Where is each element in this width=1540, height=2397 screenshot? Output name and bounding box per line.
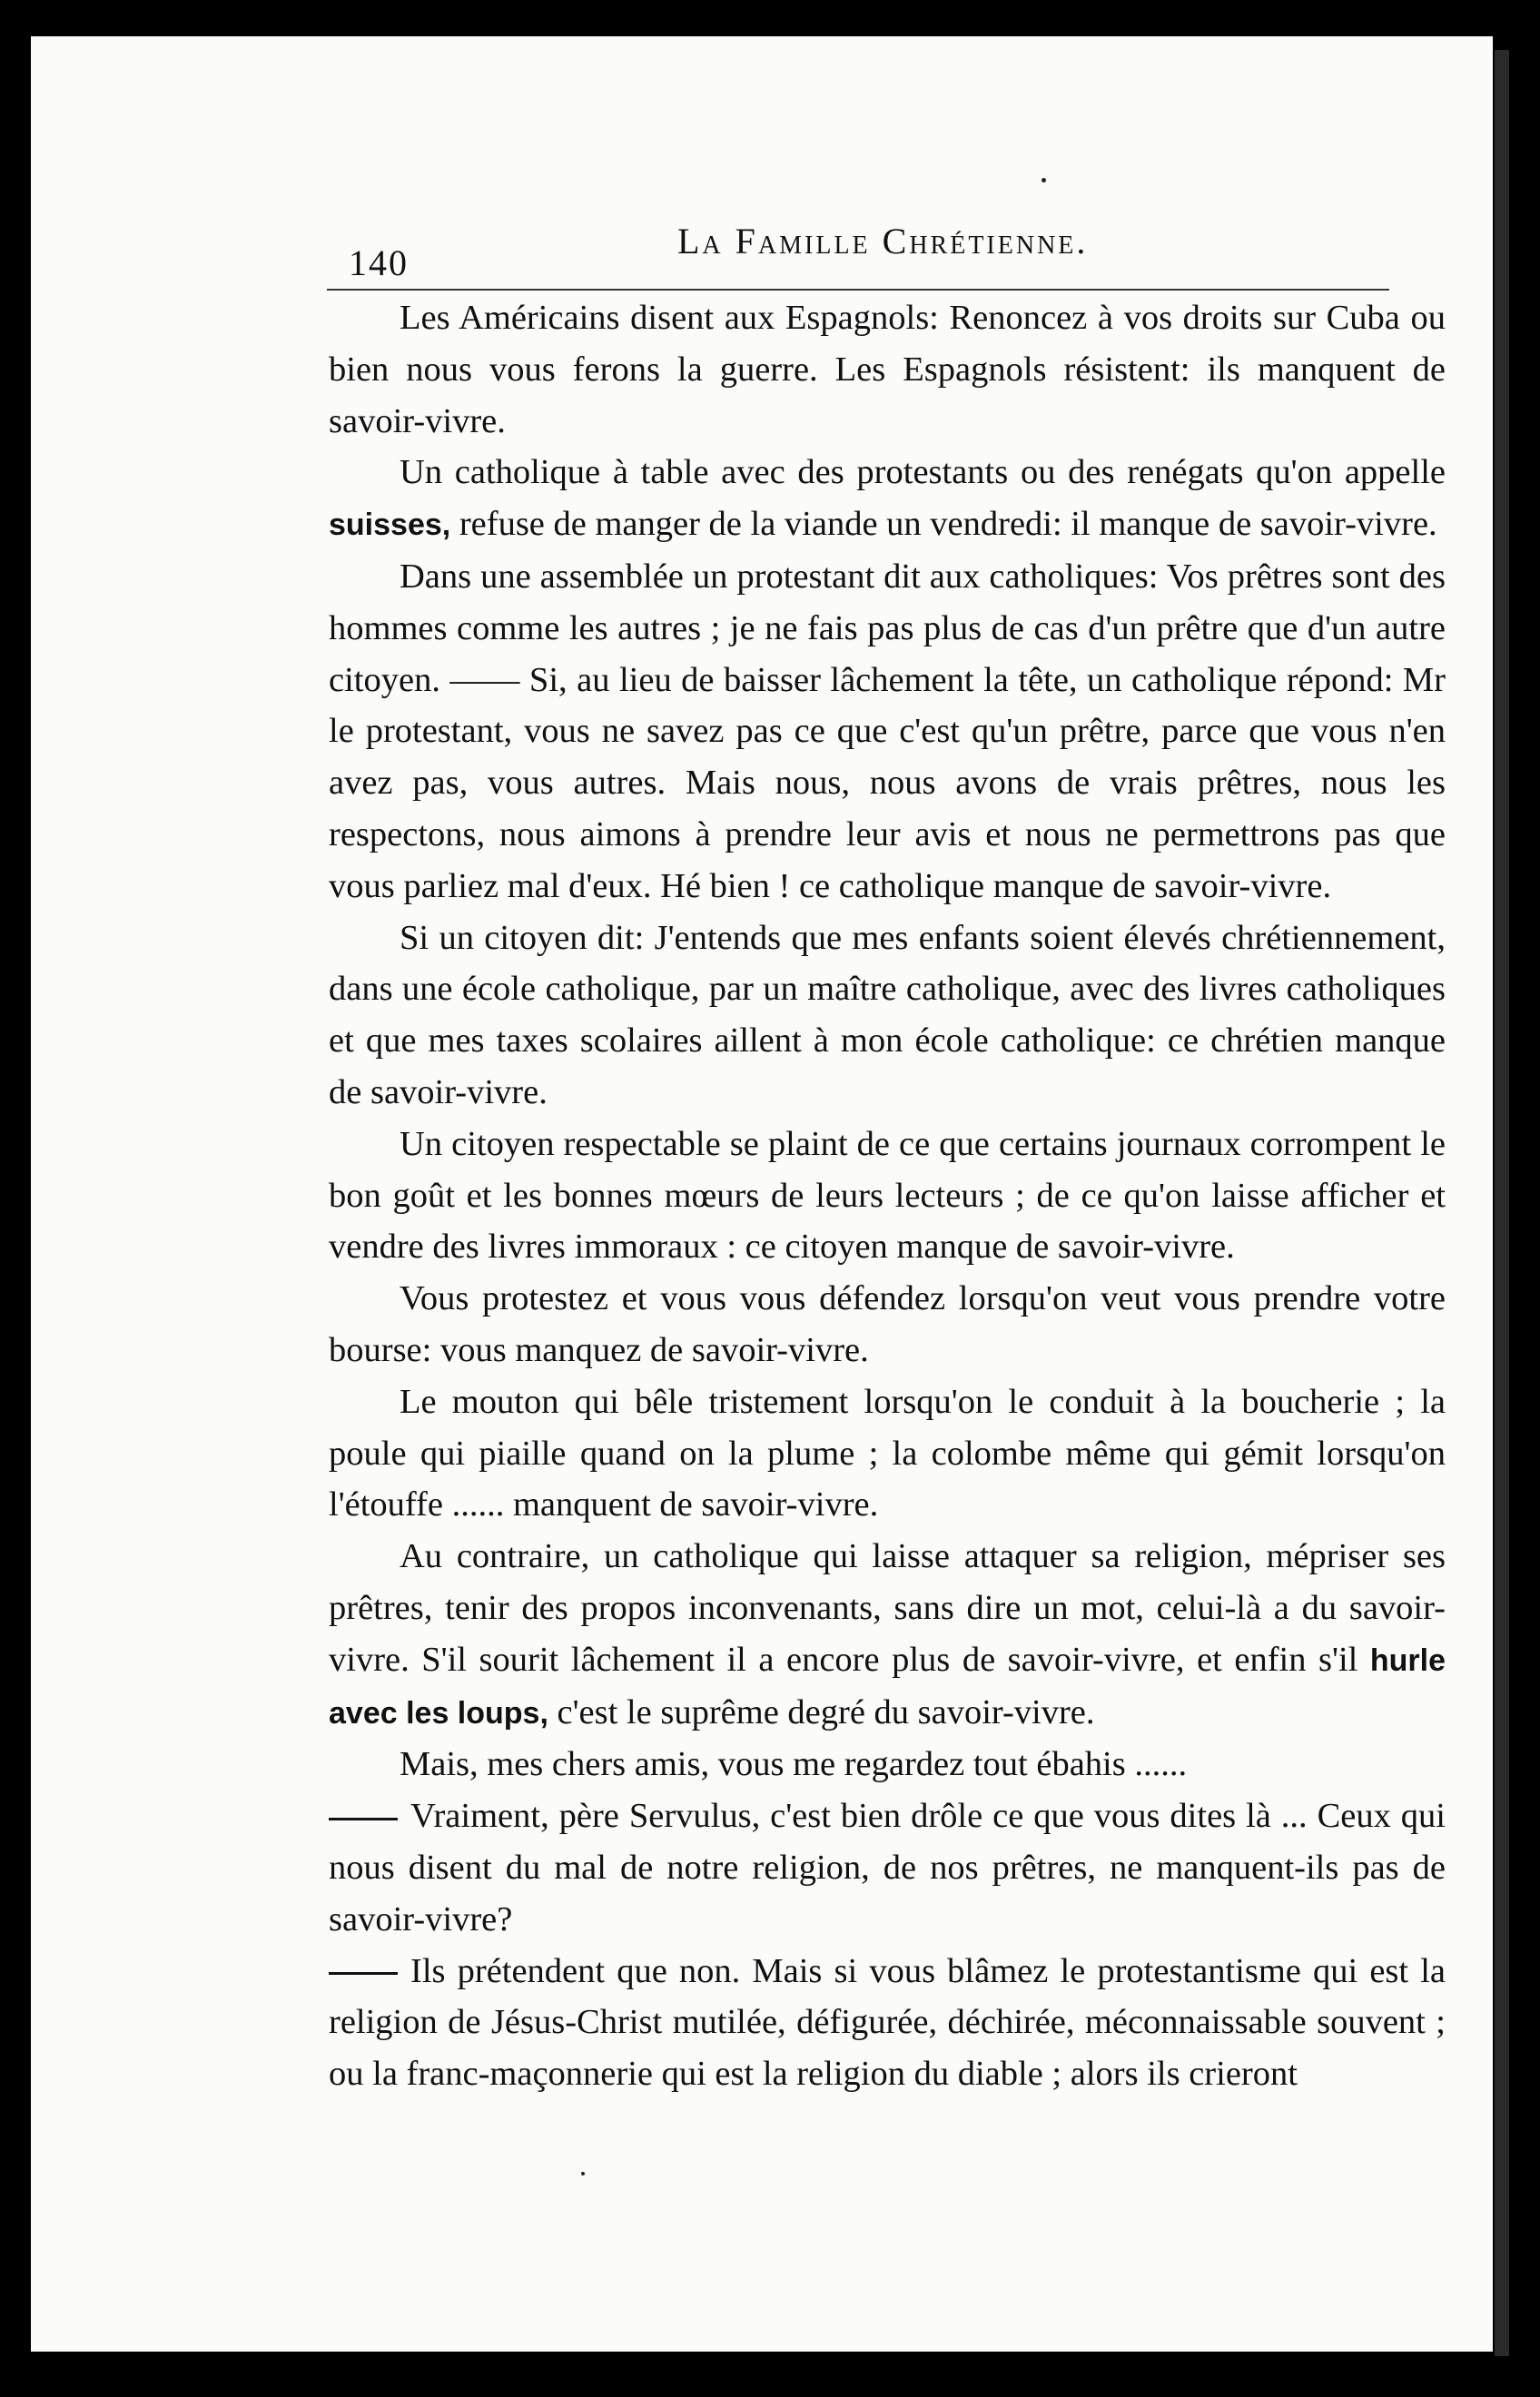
ink-speck bbox=[1041, 178, 1046, 182]
paragraph bbox=[329, 1531, 1446, 1739]
text-run: Mais, mes chers amis, vous me regardez tout ébahis ...... bbox=[400, 1745, 1188, 1784]
paragraph bbox=[329, 447, 1446, 551]
paragraph bbox=[329, 1119, 1446, 1273]
text-run: c'est le suprême degré du savoir-vivre. bbox=[548, 1692, 1095, 1731]
dialogue-dash bbox=[329, 1972, 398, 1975]
text-run: Vraiment, père Servulus, c'est bien drôle ce que vous dites là ... Ceux qui nous disent du mal de notre religion, de nos prêtres, ne manquent-ils pas de savoir-vivre? bbox=[329, 1797, 1446, 1938]
text-run: Un catholique à table avec des protestants ou des renégats qu'on appelle bbox=[400, 453, 1446, 492]
text-run: Ils prétendent que non. Mais si vous blâmez le protestantisme qui est la religion de Jésus-Christ mutilée, défigurée, déchirée, méconnaissable souvent ; ou la franc-maçonnerie qui est la religion du diable ; alors ils crieront bbox=[329, 1951, 1446, 2094]
bold-phrase: suisses, bbox=[329, 508, 451, 543]
paragraph bbox=[329, 292, 1446, 447]
paragraph bbox=[329, 1273, 1446, 1376]
text-run: Le mouton qui bêle tristement lorsqu'on le conduit à la boucherie ; la poule qui piaille quand on la plume ; la colombe même qui gémit lorsqu'on l'étouffe ...... manquent de savoir-vivre. bbox=[329, 1382, 1446, 1524]
page-number: 140 bbox=[349, 242, 409, 283]
paragraph bbox=[329, 912, 1446, 1119]
text-run: Au contraire, un catholique qui laisse attaquer sa religion, mépriser ses prêtres, tenir des propos inconvenants, sans dire un mot, celui-là a du savoir-vivre. S'il sourit lâchement il a encore plus de savoir-vivre, et enfin s'il bbox=[329, 1537, 1446, 1679]
paragraph bbox=[329, 551, 1446, 912]
bold-phrase: hurle avec les loups, bbox=[329, 1642, 1446, 1731]
dialogue-paragraph bbox=[329, 1946, 1446, 2100]
text-run: Un citoyen respectable se plaint de ce que certains journaux corrompent le bon goût et les bonnes mœurs de leurs lecteurs ; de ce qu'on laisse afficher et vendre des livres immoraux : ce citoyen manque de savoir-vivre. bbox=[329, 1124, 1446, 1267]
ink-speck bbox=[581, 2172, 585, 2175]
text-run: Dans une assemblée un protestant dit aux catholiques: Vos prêtres sont des hommes comme les autres ; je ne fais pas plus de cas d'un prêtre que d'un autre citoyen. —— Si, au lieu de baisser lâchement la tête, un catholique répond: Mr le protestant, vous ne savez pas ce que c'est qu'un prêtre, parce que vous n'en avez pas, vous autres. Mais nous, nous avons de vrais prêtres, nous les respectons, nous aimons à prendre leur avis et nous ne permettrons pas que vous parliez mal d'eux. Hé bien ! ce catholique manque de savoir-vivre. bbox=[329, 557, 1446, 905]
running-title: La Famille Chrétienne. bbox=[677, 221, 1089, 261]
body-text bbox=[329, 292, 1446, 2100]
page-header bbox=[318, 194, 1389, 283]
dialogue-dash bbox=[329, 1818, 398, 1820]
paragraph bbox=[329, 1739, 1446, 1790]
text-run: Si un citoyen dit: J'entends que mes enfants soient élevés chrétiennement, dans une école catholique, par un maître catholique, avec des livres catholiques et que mes taxes scolaires aillent à mon école catholique: ce chrétien manque de savoir-vivre. bbox=[329, 918, 1446, 1111]
paragraph bbox=[329, 1376, 1446, 1531]
text-run: Vous protestez et vous vous défendez lorsqu'on veut vous prendre votre bourse: vous manquez de savoir-vivre. bbox=[329, 1279, 1446, 1369]
text-run: Les Américains disent aux Espagnols: Renoncez à vos droits sur Cuba ou bien nous vous ferons la guerre. Les Espagnols résistent: ils manquent de savoir-vivre. bbox=[329, 299, 1446, 440]
page-edge-shadow bbox=[1495, 50, 1509, 2356]
header-rule bbox=[327, 289, 1389, 291]
dialogue-paragraph bbox=[329, 1790, 1446, 1945]
text-run: refuse de manger de la viande un vendredi: il manque de savoir-vivre. bbox=[450, 505, 1437, 544]
